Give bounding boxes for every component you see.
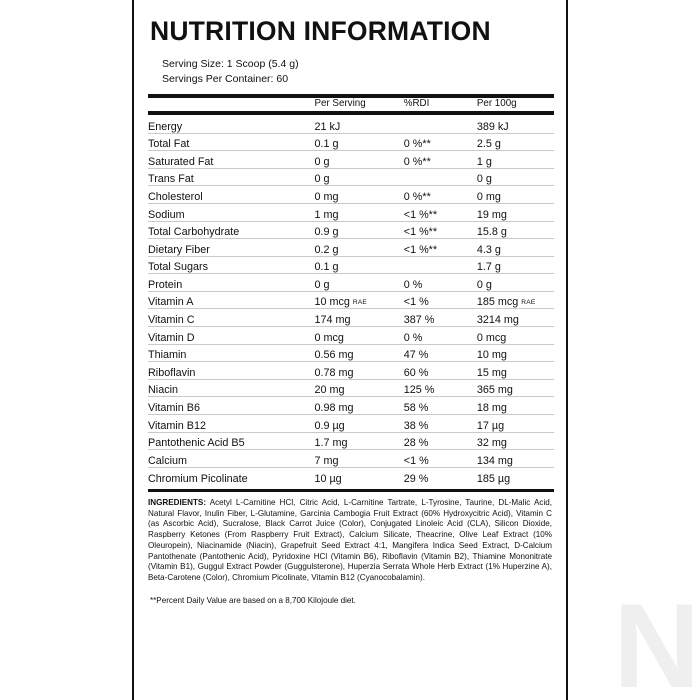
table-row	[148, 256, 554, 274]
row-rdi: <1 %	[404, 450, 477, 468]
row-nutrient-name: Total Sugars	[148, 256, 314, 274]
row-per-serving: 0.1 g	[314, 133, 403, 151]
row-nutrient-name: Total Carbohydrate	[148, 221, 314, 239]
ingredients-label: INGREDIENTS:	[148, 497, 207, 507]
page-title: NUTRITION INFORMATION	[150, 16, 491, 46]
column-header-per-100g: Per 100g	[476, 98, 517, 110]
row-rdi: 0 %	[404, 274, 477, 292]
row-rdi: 28 %	[404, 432, 477, 450]
row-rdi: <1 %**	[404, 239, 477, 257]
row-per-100g: 10 mg	[477, 344, 554, 362]
row-per-100g: 134 mg	[477, 450, 554, 468]
table-row	[148, 203, 554, 221]
row-per-100g: 15 mg	[477, 362, 554, 380]
row-per-serving: 0 mg	[314, 186, 403, 204]
row-per-serving: 10 mcg RAE	[314, 291, 403, 309]
table-row	[148, 133, 554, 151]
row-nutrient-name: Total Fat	[148, 133, 314, 151]
row-nutrient-name: Saturated Fat	[148, 151, 314, 169]
row-rdi: 38 %	[404, 415, 477, 433]
row-nutrient-name: Chromium Picolinate	[148, 467, 314, 485]
row-nutrient-name: Vitamin B6	[148, 397, 314, 415]
row-per-serving: 10 µg	[314, 467, 403, 485]
ingredients-paragraph	[148, 498, 554, 584]
table-row	[148, 327, 554, 345]
row-nutrient-name: Niacin	[148, 379, 314, 397]
row-per-serving: 0 g	[314, 151, 403, 169]
row-per-serving: 0.78 mg	[314, 362, 403, 380]
table-row	[148, 450, 554, 468]
table-row	[148, 362, 554, 380]
table-row	[148, 221, 554, 239]
row-per-serving: 20 mg	[314, 379, 403, 397]
row-rdi: 47 %	[404, 344, 477, 362]
table-row	[148, 239, 554, 257]
row-per-serving: 0.2 g	[314, 239, 403, 257]
daily-value-footnote: **Percent Daily Value are based on a 8,700 Kilojoule diet.	[150, 595, 356, 605]
row-per-serving: 0.9 g	[314, 221, 403, 239]
row-rdi	[404, 115, 477, 133]
row-per-serving: 1 mg	[314, 203, 403, 221]
row-nutrient-name: Vitamin D	[148, 327, 314, 345]
row-per-serving: 0.98 mg	[314, 397, 403, 415]
table-row	[148, 151, 554, 169]
table-row	[148, 432, 554, 450]
ingredients-text: Acetyl L-Carnitine HCl, Citric Acid, L-Carnitine Tartrate, L-Tyrosine, Taurine, DL-Malic Acid, Natural Flavor, Inulin Fiber, L-Glutamine, Garcinia Cambogia Fruit Extract (60% Hydroxycitric Acid), Vitamin C (as Ascorbic Acid), Sucralose, Black Carrot Juice (Color), Conjugated Linoleic Acid (CLA), Silicon Dioxide, Raspberry Ketones (From Raspberry Fruit Extract), Calcium Silicate, Theacrine, Olive Leaf Extract (10% Oleuropein), Niacinamide (Niacin), Grapefruit Seed Extract 4:1, Mangifera Indica Seed Extract, D-Calcium Pantothenate (Pantothenic Acid), Pyridoxine HCl (Vitamin B6), Riboflavin (Vitamin B2), Thiamine Mononitrate (Vitamin B1), Guggul Extract Powder (Guggulsterone), Huperzia Serrata Whole Herb Extract (1% Huperzine A), Beta-Carotene (Color), Chromium Picolinate, Vitamin B12 (Cyanocobalamin).	[148, 497, 552, 583]
row-nutrient-name: Thiamin	[148, 344, 314, 362]
column-header-rdi: %RDI	[403, 98, 430, 110]
table-row	[148, 467, 554, 485]
serving-size-line: Serving Size: 1 Scoop (5.4 g)	[162, 58, 299, 70]
table-row	[148, 415, 554, 433]
row-nutrient-name: Protein	[148, 274, 314, 292]
table-row	[148, 274, 554, 292]
row-nutrient-name: Riboflavin	[148, 362, 314, 380]
row-rdi: 387 %	[404, 309, 477, 327]
row-nutrient-name: Energy	[148, 120, 183, 133]
row-per-serving: 0 g	[314, 168, 403, 186]
row-nutrient-name: Vitamin C	[148, 309, 314, 327]
brand-watermark-icon: N	[613, 579, 696, 700]
row-per-serving: 0.1 g	[314, 256, 403, 274]
row-per-serving: 7 mg	[314, 450, 403, 468]
row-per-100g: 185 mcg RAE	[477, 291, 554, 309]
column-header-per-serving: Per Serving	[314, 98, 366, 110]
row-per-serving: 0 mcg	[314, 327, 403, 345]
column-header-nutrient	[148, 98, 314, 109]
row-per-100g: 15.8 g	[477, 221, 554, 239]
row-per-100g: 0 mg	[477, 186, 554, 204]
row-per-100g: 0 mcg	[477, 327, 554, 345]
table-row	[148, 309, 554, 327]
row-rdi: 60 %	[404, 362, 477, 380]
row-per-100g: 0 g	[477, 168, 554, 186]
row-per-100g: 365 mg	[477, 379, 554, 397]
row-per-100g: 389 kJ	[476, 120, 509, 133]
nutrition-panel	[132, 0, 568, 700]
row-per-serving: 0 g	[314, 274, 403, 292]
row-rdi: <1 %**	[404, 221, 477, 239]
row-rdi: 0 %**	[404, 151, 477, 169]
row-per-100g: 1 g	[477, 151, 554, 169]
row-per-100g: 4.3 g	[477, 239, 554, 257]
row-per-serving: 0.9 µg	[314, 415, 403, 433]
row-rdi: 58 %	[404, 397, 477, 415]
table-row	[148, 379, 554, 397]
row-nutrient-name: Pantothenic Acid B5	[148, 432, 314, 450]
row-rdi	[404, 168, 477, 186]
nutrition-table-head	[148, 98, 554, 109]
table-row	[148, 344, 554, 362]
row-per-100g: 17 µg	[477, 415, 554, 433]
row-nutrient-name: Sodium	[148, 203, 314, 221]
nutrition-table	[148, 98, 554, 109]
row-rdi: 0 %	[404, 327, 477, 345]
row-rdi: 0 %**	[404, 133, 477, 151]
table-row	[148, 168, 554, 186]
row-per-serving: 0.56 mg	[314, 344, 403, 362]
row-nutrient-name: Trans Fat	[148, 168, 314, 186]
row-per-serving: 21 kJ	[314, 120, 341, 133]
row-per-serving: 174 mg	[314, 309, 403, 327]
servings-per-container-line: Servings Per Container: 60	[162, 73, 289, 86]
serving-info	[162, 57, 554, 87]
row-rdi: 0 %**	[404, 186, 477, 204]
row-nutrient-name: Vitamin A	[148, 291, 314, 309]
table-row	[148, 291, 554, 309]
row-per-100g: 32 mg	[477, 432, 554, 450]
row-nutrient-name: Vitamin B12	[148, 415, 314, 433]
row-per-serving: 1.7 mg	[314, 432, 403, 450]
row-nutrient-name: Cholesterol	[148, 186, 314, 204]
row-rdi: 125 %	[404, 379, 477, 397]
table-row	[148, 186, 554, 204]
row-per-100g: 0 g	[477, 274, 554, 292]
row-per-100g: 18 mg	[477, 397, 554, 415]
row-per-100g: 2.5 g	[477, 133, 554, 151]
row-rdi: <1 %	[404, 291, 477, 309]
row-rdi	[404, 256, 477, 274]
nutrition-rows	[148, 115, 554, 484]
row-per-100g: 19 mg	[477, 203, 554, 221]
row-per-100g: 185 µg	[477, 467, 554, 485]
divider-ingredients	[148, 489, 554, 492]
row-nutrient-name: Dietary Fiber	[148, 239, 314, 257]
row-rdi: 29 %	[404, 467, 477, 485]
table-header-row	[148, 98, 554, 109]
row-per-100g: 3214 mg	[477, 309, 554, 327]
nutrition-table-body	[148, 115, 554, 484]
row-per-100g: 1.7 g	[477, 256, 554, 274]
row-rdi: <1 %**	[404, 203, 477, 221]
table-row	[148, 397, 554, 415]
row-nutrient-name: Calcium	[148, 450, 314, 468]
table-row	[148, 115, 554, 133]
